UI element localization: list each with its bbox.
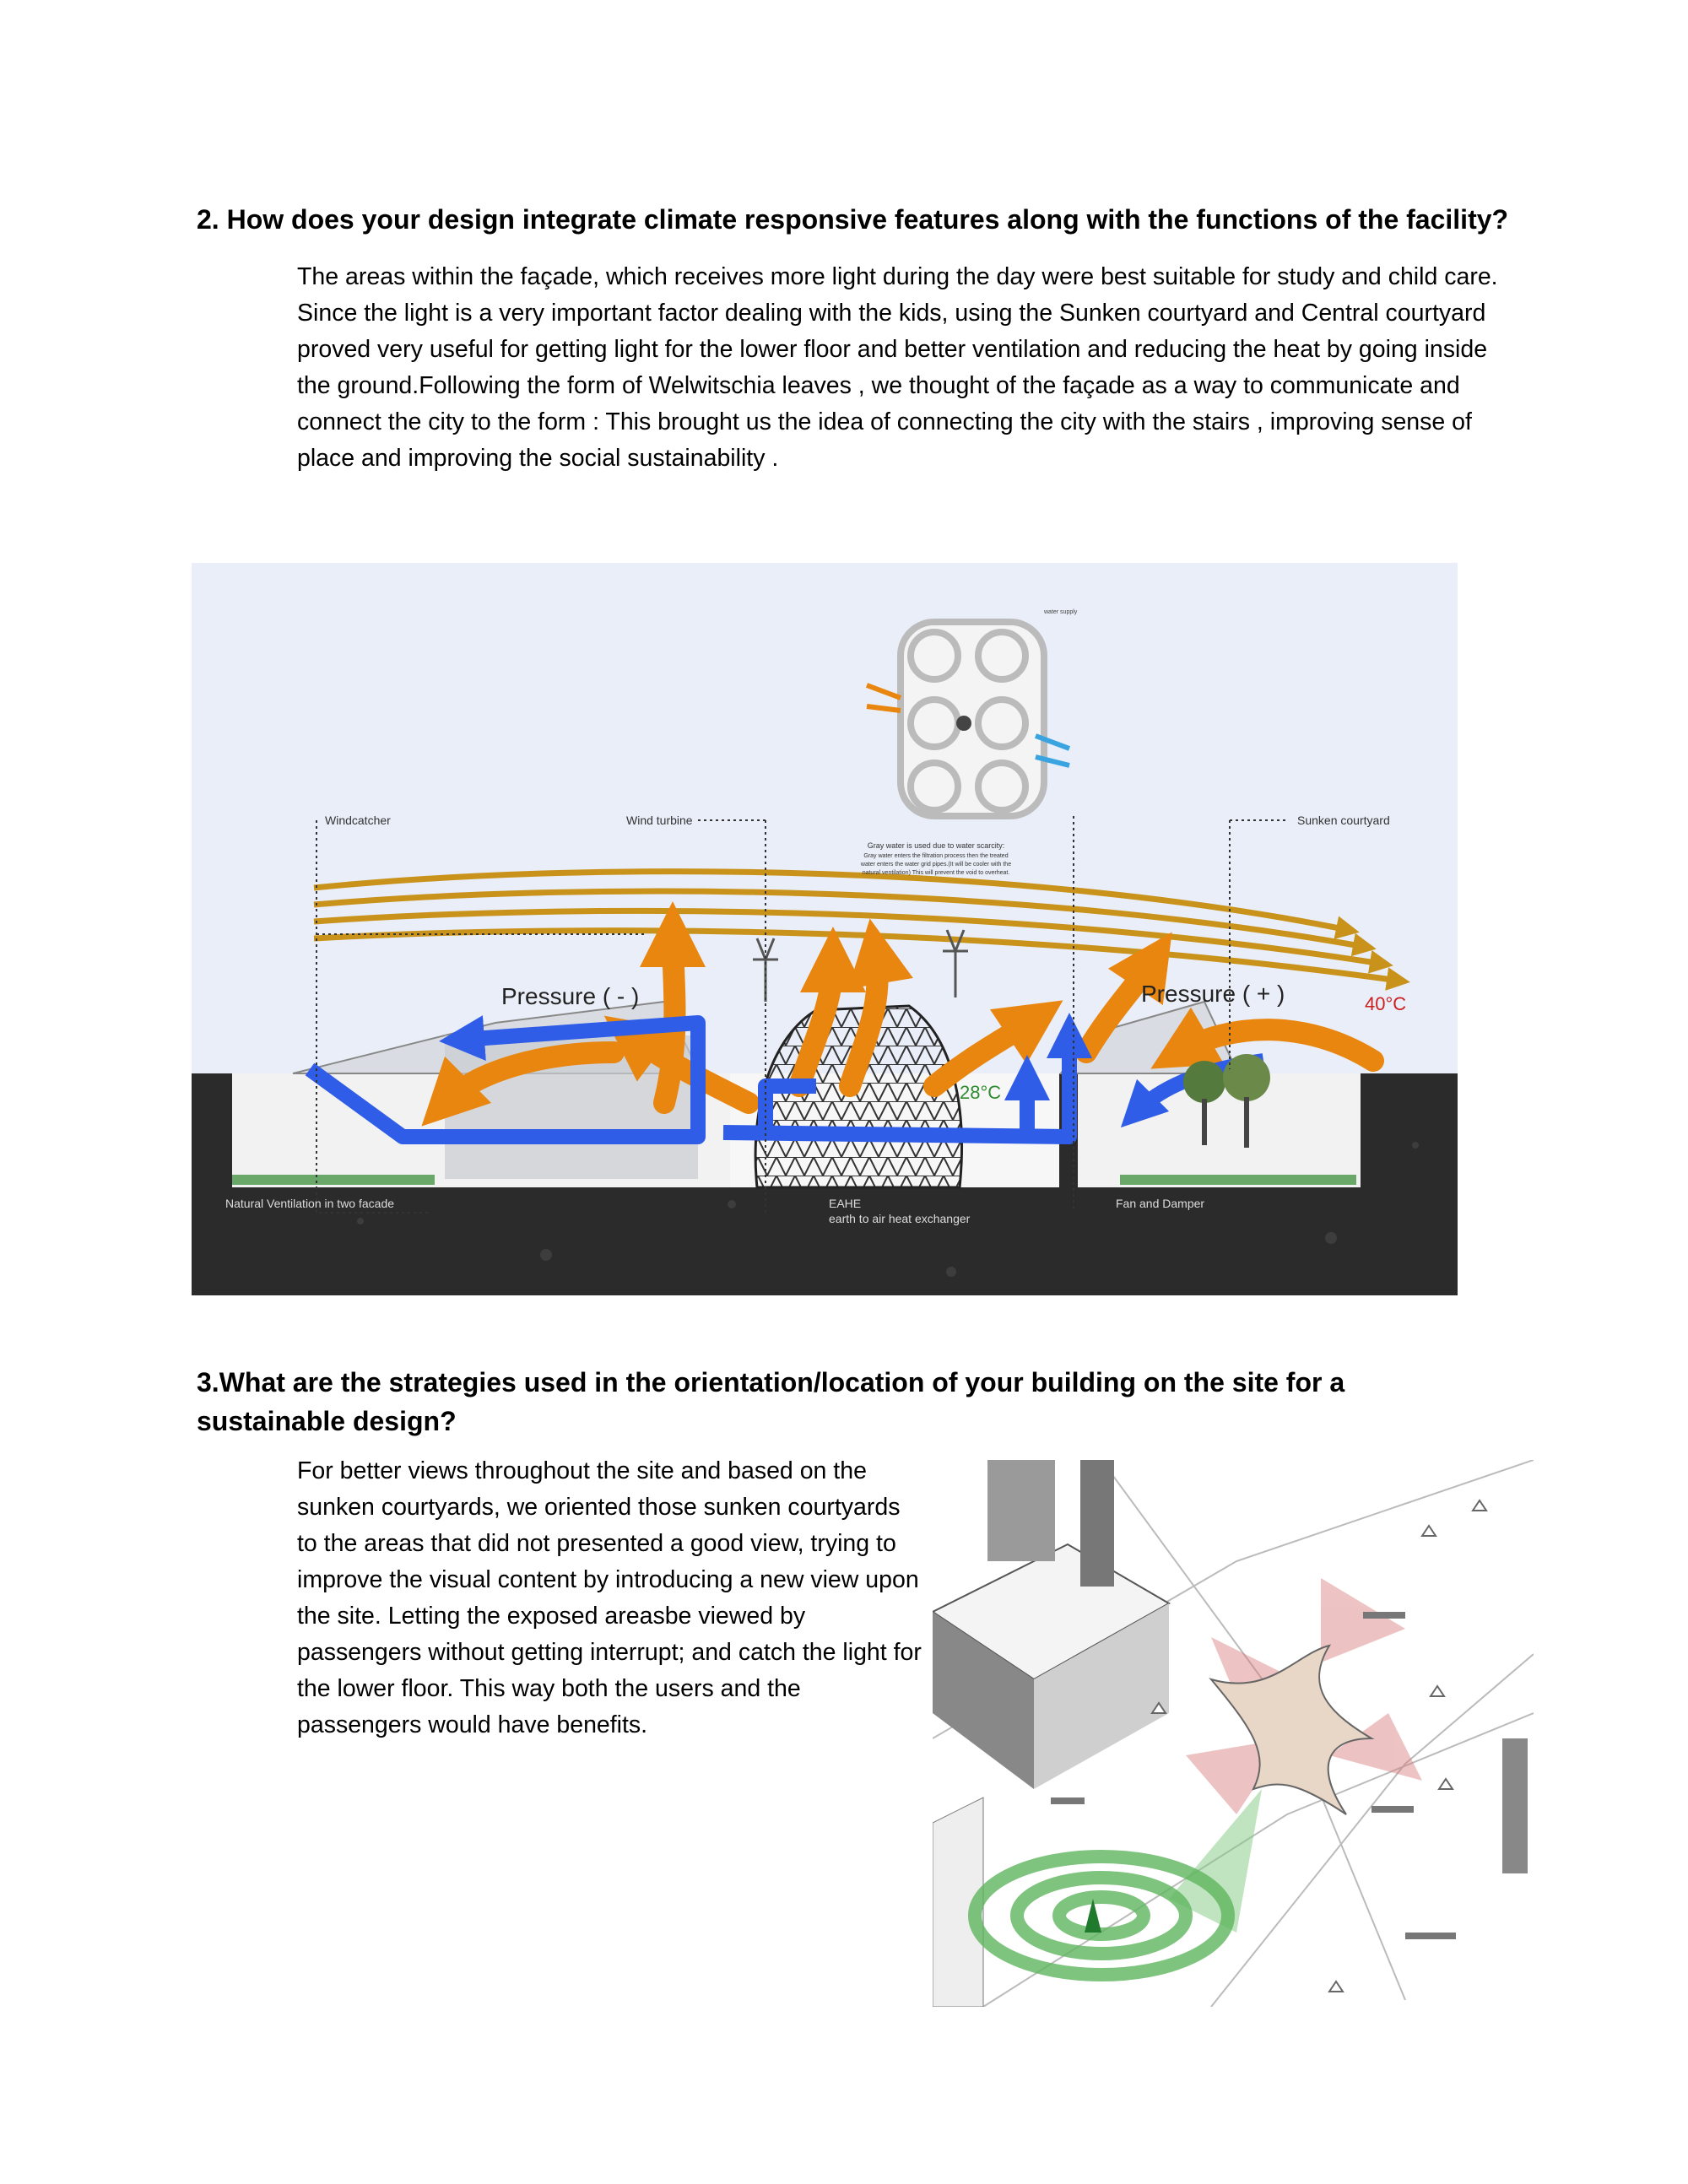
question-2-answer: The areas within the façade, which receives more light during the day were best suitable for study and child care. Since the light is a very important factor dealing with the kids, using the Sunken courtyard and Central courtyard proved very useful for getting light for the lower floor and better ventilation and reducing the heat by going inside the ground.Following the form of Welwitschia leaves , we thought of the façade as a way to communicate and connect the city to the form : This brought us the idea of connecting the city with the stairs , improving sense of place and improving the social sustainability .	[297, 263, 1498, 472]
label-eahe: EAHE	[829, 1197, 862, 1210]
question-2-heading: 2. How does your design integrate climate responsive features along with the functions of the facility?	[197, 204, 1509, 235]
label-gray-water-1: Gray water is used due to water scarcity:	[867, 841, 1005, 850]
fan-icon	[956, 716, 971, 731]
ventilation-section-diagram	[192, 563, 1458, 1295]
question-3-heading: 3.What are the strategies used in the orientation/location of your building on the site for a sustainable design?	[197, 1367, 1345, 1436]
label-fan-damper: Fan and Damper	[1116, 1197, 1205, 1210]
label-water-supply: water supply	[1044, 609, 1078, 615]
grass	[232, 1175, 435, 1185]
label-gray-water-4: natural ventilation) This will prevent the void to overheat.	[862, 870, 1010, 876]
label-temp-inside: 28°C	[960, 1082, 1002, 1103]
label-eahe-description: earth to air heat exchanger	[829, 1212, 971, 1225]
label-windcatcher: Windcatcher	[325, 814, 391, 827]
grass	[1120, 1175, 1356, 1185]
label-wind-turbine: Wind turbine	[626, 814, 693, 827]
site-orientation-axonometric	[933, 1460, 1534, 2007]
question-3-answer: For better views throughout the site and based on the sunken courtyards, we oriented those sunken courtyards to the areas that did not presented a good view, trying to improve the visual content by introducing a new view upon the site. Letting the exposed areasbe viewed by passengers without getting interrupt; and catch the light for the lower floor. This way both the users and the passengers would have benefits.	[297, 1457, 922, 1738]
label-natural-ventilation: Natural Ventilation in two facade	[225, 1197, 395, 1210]
label-temp-outside: 40°C	[1365, 993, 1407, 1014]
label-pressure-negative: Pressure ( - )	[501, 983, 640, 1009]
label-sunken-courtyard: Sunken courtyard	[1297, 814, 1390, 827]
label-gray-water-3: water enters the water grid pipes.(It will be cooler with the	[860, 862, 1012, 868]
gray-water-filter-lattice	[901, 622, 1044, 816]
label-pressure-positive: Pressure ( + )	[1141, 981, 1285, 1007]
label-gray-water-2: Gray water enters the filtration process then the treated	[863, 853, 1009, 859]
